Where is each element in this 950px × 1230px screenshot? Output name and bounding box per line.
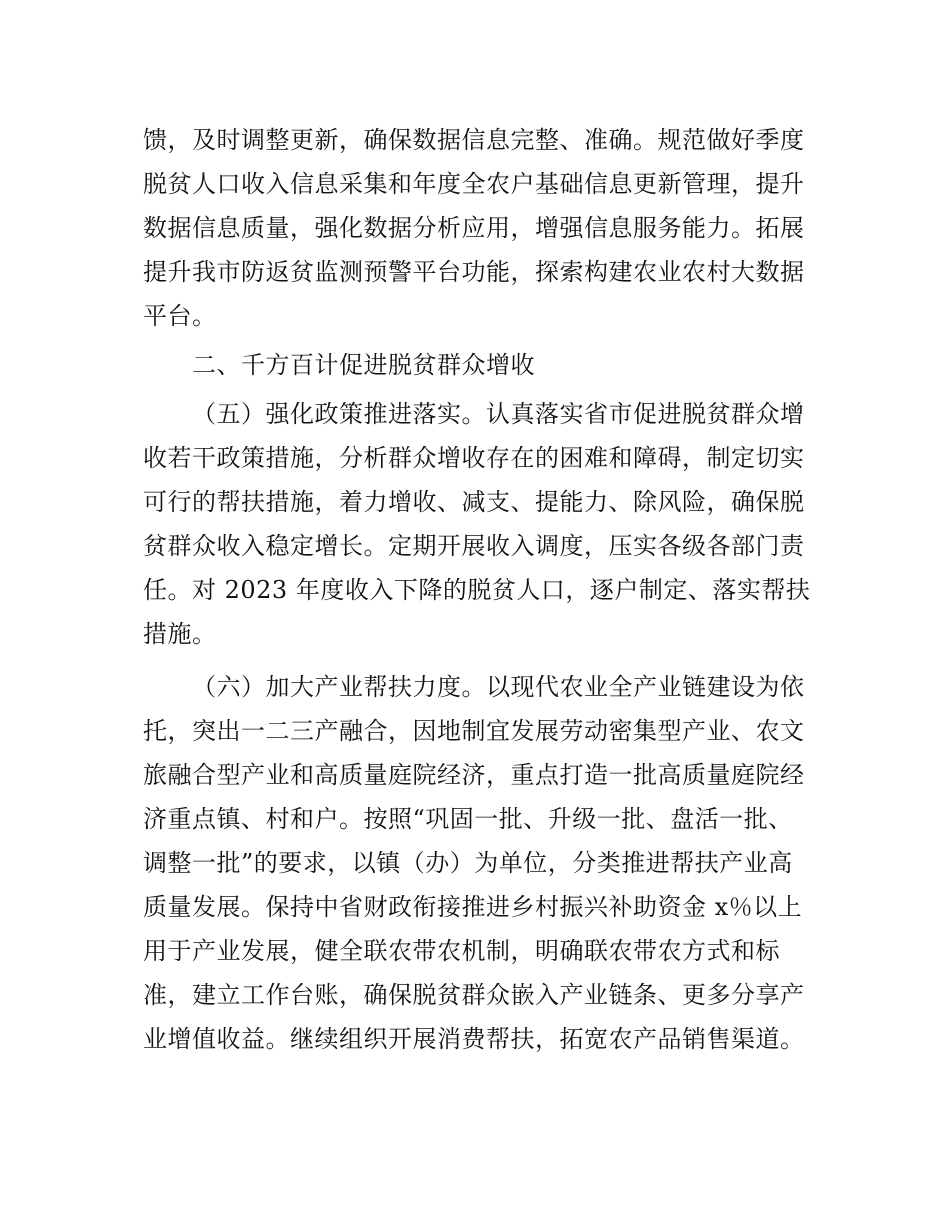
text-line: 旅融合型产业和高质量庭院经济，重点打造一批高质量庭院经 <box>143 761 805 789</box>
text-line: 业增值收益。继续组织开展消费帮扶，拓宽农产品销售渠道。 <box>143 1025 805 1053</box>
text-line: 调整一批”的要求，以镇（办）为单位，分类推进帮扶产业高 <box>143 849 793 877</box>
text-line: 质量发展。保持中省财政衔接推进乡村振兴补助资金 x％以上 <box>143 893 803 921</box>
text-line: 数据信息质量，强化数据分析应用，增强信息服务能力。拓展 <box>143 214 805 242</box>
text-line: 提升我市防返贫监测预警平台功能，探索构建农业农村大数据 <box>143 258 805 286</box>
text-line: 脱贫人口收入信息采集和年度全农户基础信息更新管理，提升 <box>143 170 805 198</box>
text-line: 馈，及时调整更新，确保数据信息完整、准确。规范做好季度 <box>143 126 805 154</box>
text-line: 措施。 <box>143 620 217 648</box>
text-line: 任。对 2023 年度收入下降的脱贫人口，逐户制定、落实帮扶 <box>143 576 811 604</box>
text-line: 托，突出一二三产融合，因地制宜发展劳动密集型产业、农文 <box>143 717 805 745</box>
text-line: 用于产业发展，健全联农带农机制，明确联农带农方式和标 <box>143 937 780 965</box>
text-line: （六）加大产业帮扶力度。以现代农业全产业链建设为依 <box>192 673 805 701</box>
text-line: 平台。 <box>143 302 217 330</box>
text-line: 济重点镇、村和户。按照“巩固一批、升级一批、盘活一批、 <box>143 805 793 833</box>
text-line: 可行的帮扶措施，着力增收、减支、提能力、除风险，确保脱 <box>143 488 805 516</box>
text-line: 准，建立工作台账，确保脱贫群众嵌入产业链条、更多分享产 <box>143 981 805 1009</box>
text-line: （五）强化政策推进落实。认真落实省市促进脱贫群众增 <box>192 400 805 428</box>
text-line: 贫群众收入稳定增长。定期开展收入调度，压实各级各部门责 <box>143 532 805 560</box>
text-line: 收若干政策措施，分析群众增收存在的困难和障碍，制定切实 <box>143 444 805 472</box>
section-heading: 二、千方百计促进脱贫群众增收 <box>192 351 535 379</box>
